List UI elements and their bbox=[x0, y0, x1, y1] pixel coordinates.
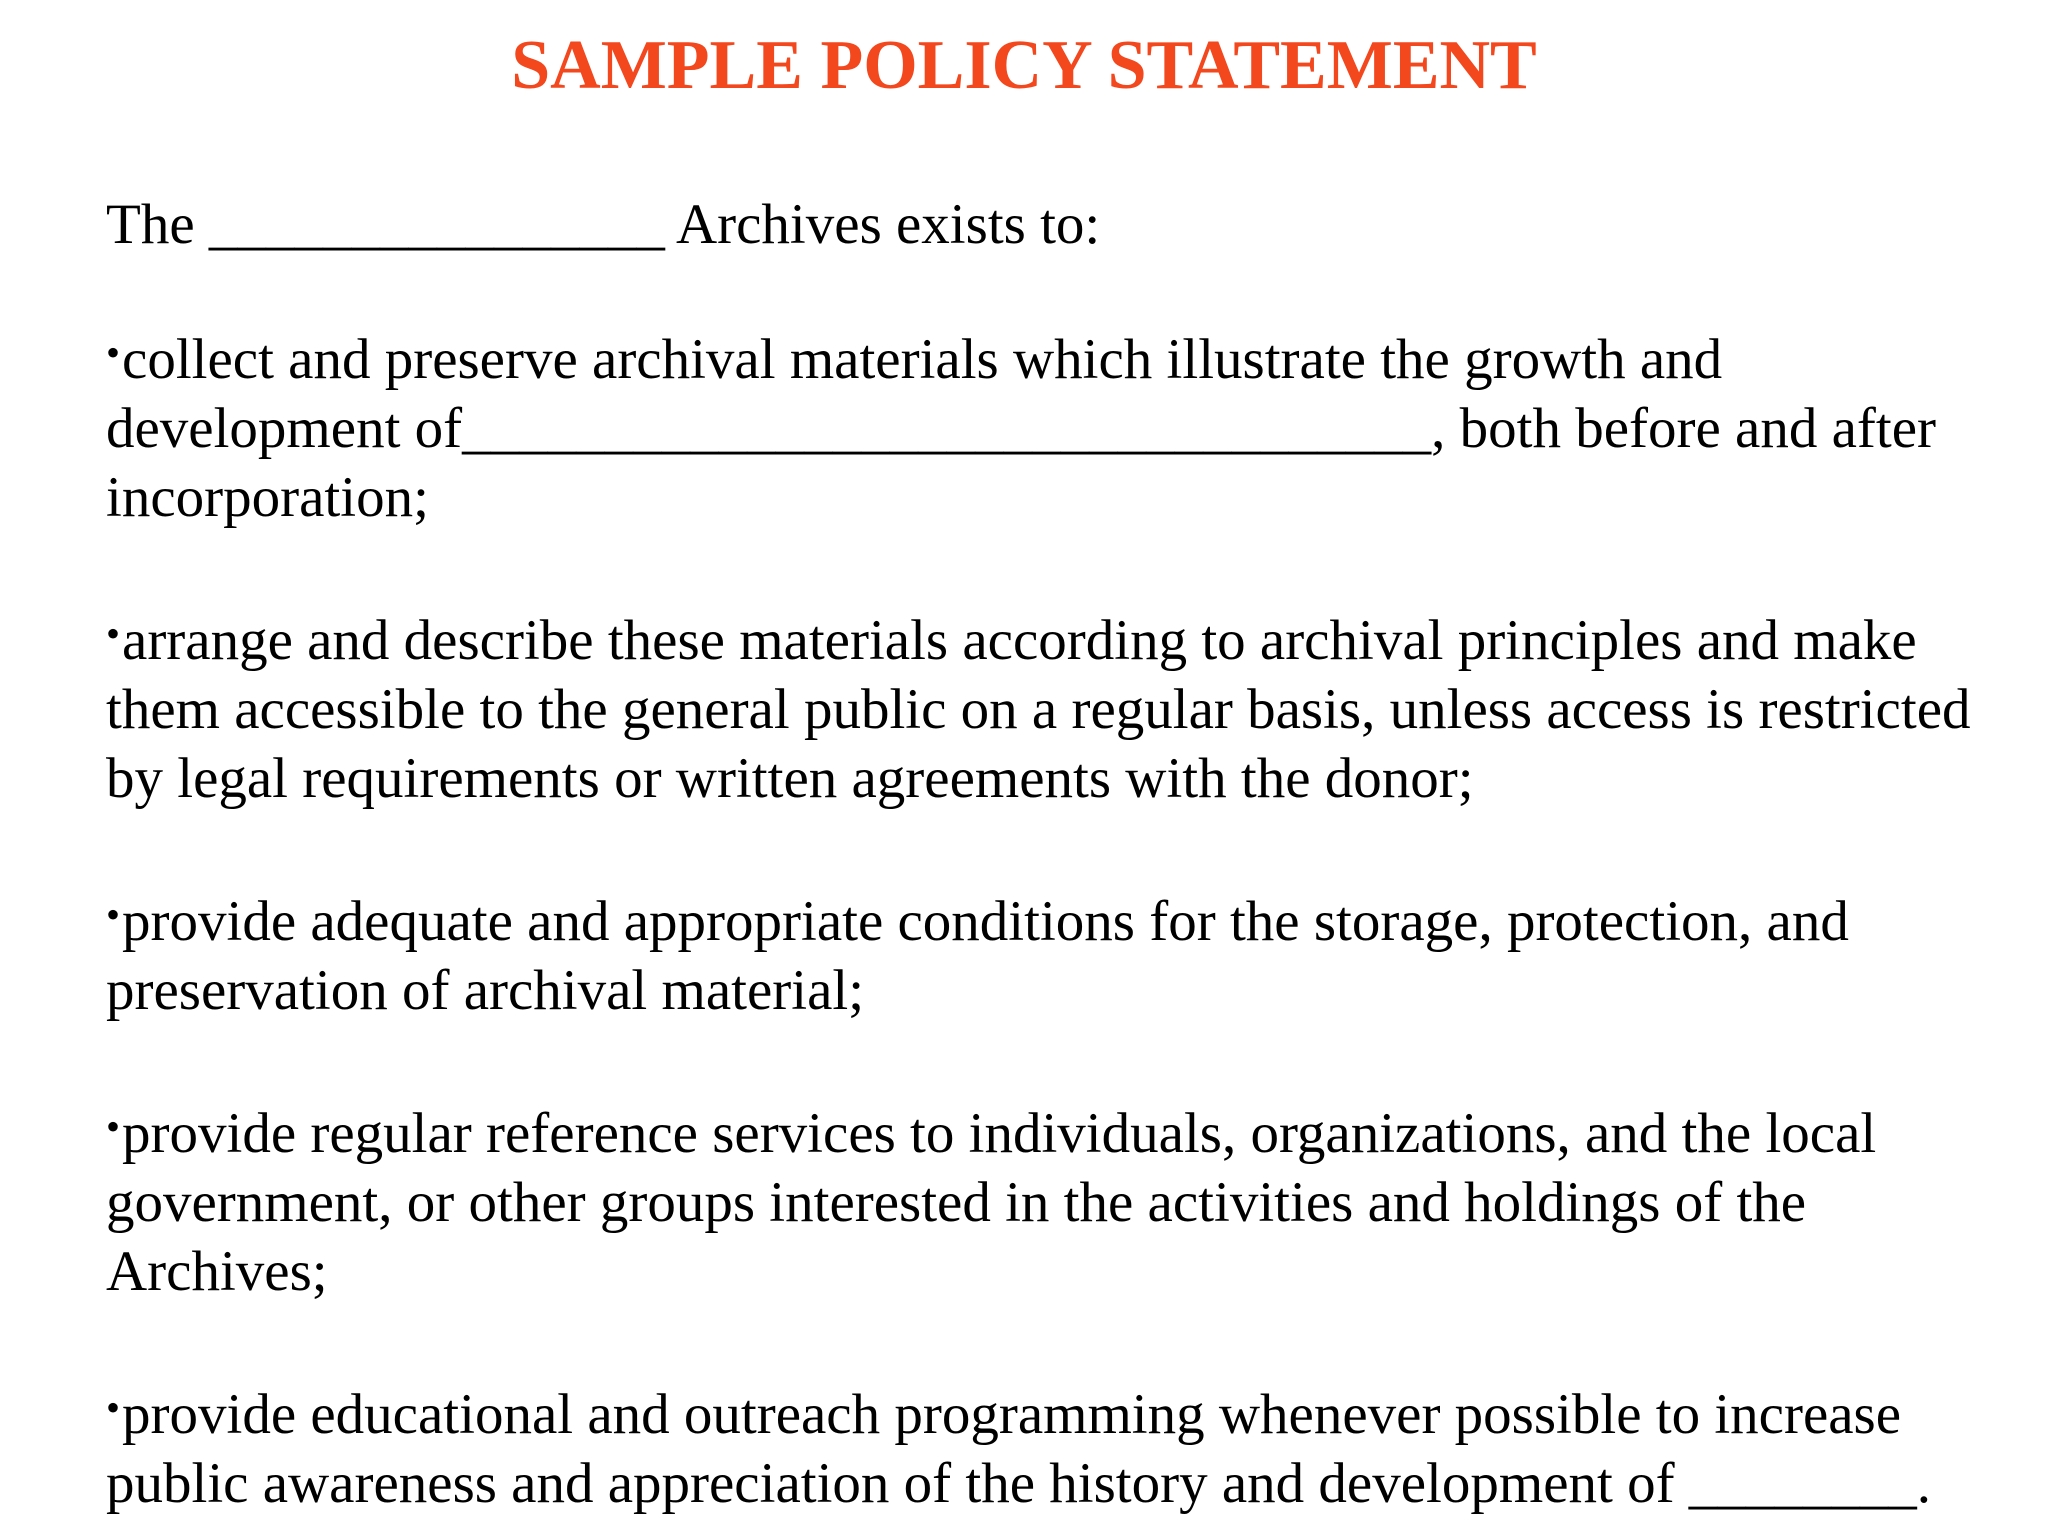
policy-item-line: collect and preserve archival materials which illustrate the growth and bbox=[122, 328, 1723, 391]
policy-item-line: by legal requirements or written agreements with the donor; bbox=[106, 747, 1474, 810]
policy-item-line: incorporation; bbox=[106, 466, 429, 529]
policy-item-line: arrange and describe these materials according to archival principles and make bbox=[122, 609, 1917, 672]
policy-item-line: development of__________________________________, both before and after bbox=[106, 397, 1936, 460]
intro-suffix: Archives exists to: bbox=[675, 193, 1101, 256]
policy-item-line: them accessible to the general public on a regular basis, unless access is restricted bbox=[106, 678, 1971, 741]
bullet-icon: • bbox=[106, 330, 121, 375]
policy-item-storage bbox=[106, 880, 2006, 1025]
policy-item-line: government, or other groups interested in the activities and holdings of the bbox=[106, 1171, 1807, 1234]
policy-item-outreach bbox=[106, 1373, 2006, 1518]
policy-item-line: provide adequate and appropriate conditions for the storage, protection, and bbox=[122, 890, 1849, 953]
bullet-icon: • bbox=[106, 1385, 121, 1430]
policy-item-line: provide regular reference services to individuals, organizations, and the local bbox=[122, 1102, 1877, 1165]
policy-item-line: Archives; bbox=[106, 1240, 328, 1303]
document-title: SAMPLE POLICY STATEMENT bbox=[511, 27, 1537, 104]
policy-item-line: provide educational and outreach programming whenever possible to increase bbox=[122, 1383, 1902, 1446]
policy-bullet-list bbox=[106, 318, 2006, 1518]
policy-item-collect bbox=[106, 318, 2006, 532]
policy-item-line: public awareness and appreciation of the history and development of ________. bbox=[106, 1452, 1932, 1515]
policy-item-arrange bbox=[106, 599, 2006, 813]
intro-blank-line: ________________ bbox=[208, 193, 665, 256]
bullet-icon: • bbox=[106, 892, 121, 937]
policy-item-reference bbox=[106, 1092, 2006, 1306]
bullet-icon: • bbox=[106, 1104, 121, 1149]
bullet-icon: • bbox=[106, 611, 121, 656]
intro-sentence bbox=[106, 185, 1100, 265]
policy-item-line: preservation of archival material; bbox=[106, 959, 865, 1022]
intro-prefix: The bbox=[106, 193, 195, 256]
